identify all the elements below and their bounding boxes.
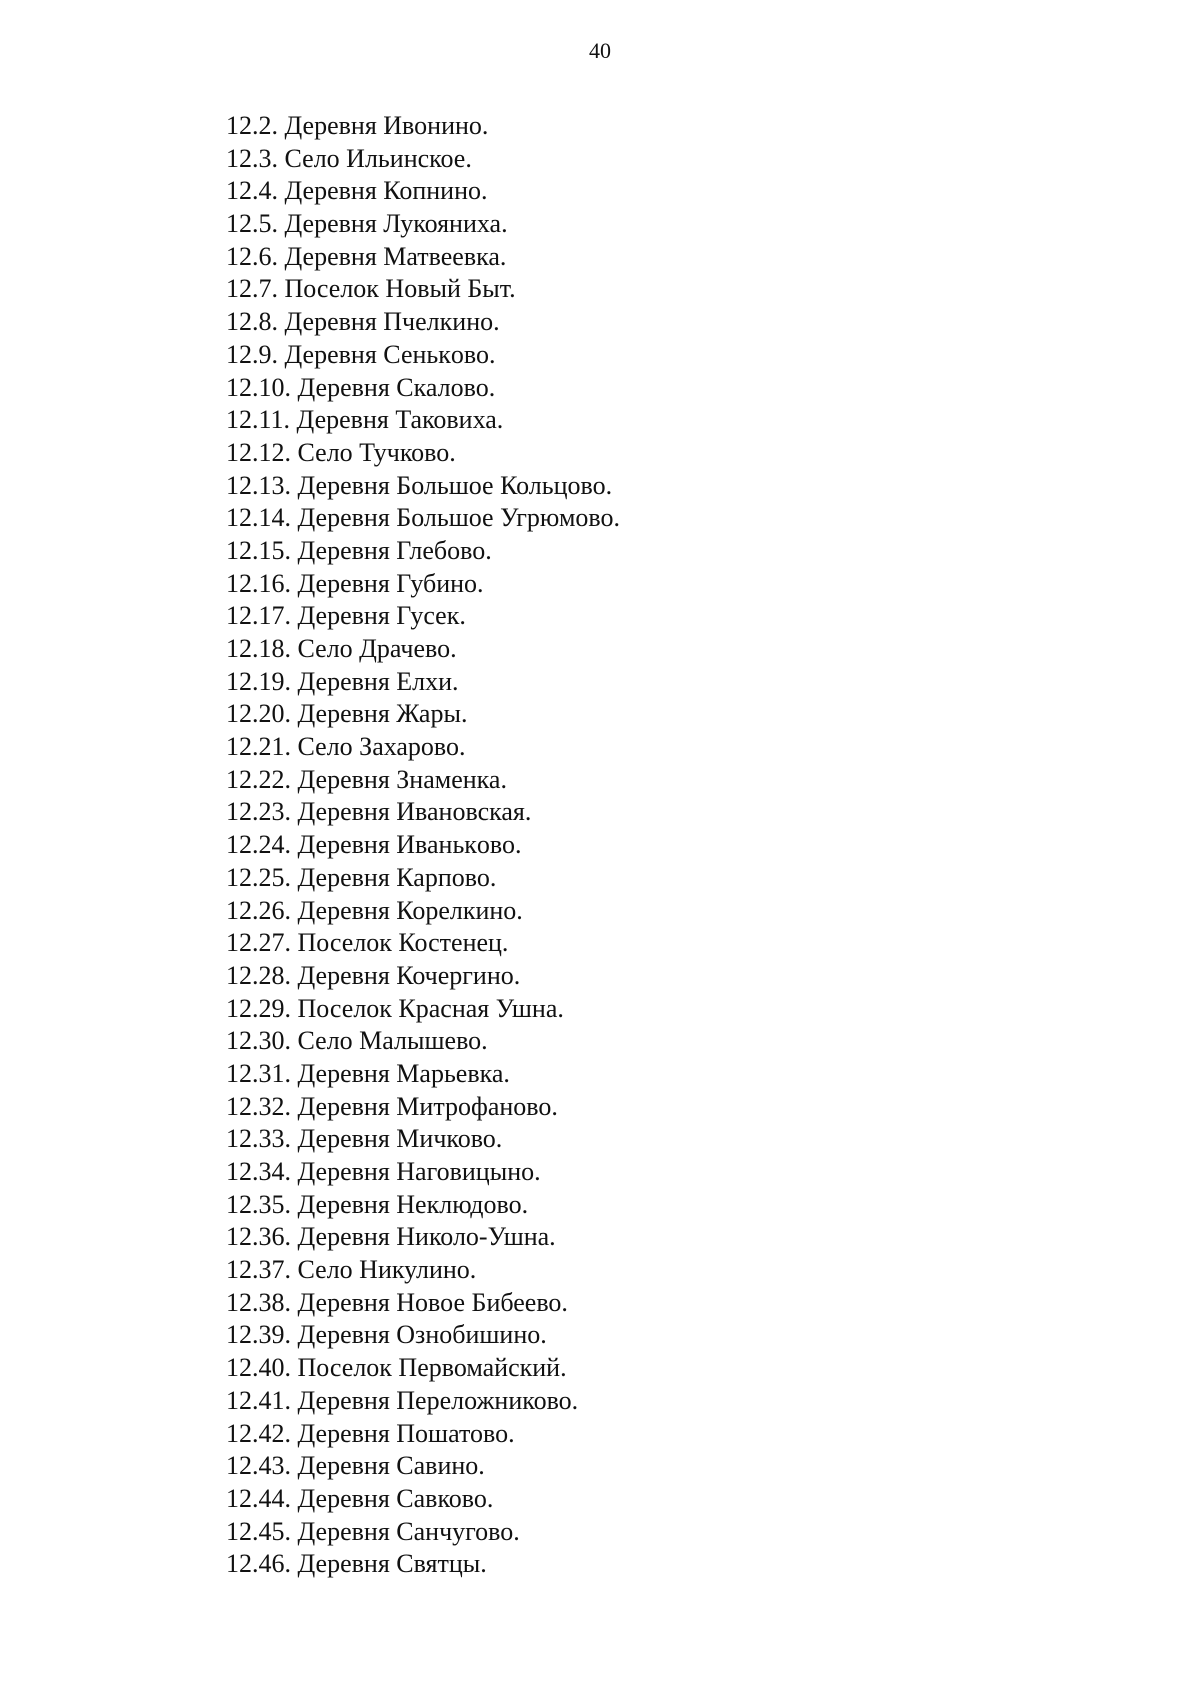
list-item: 12.27. Поселок Костенец. [226, 928, 509, 958]
list-item: 12.24. Деревня Иванькoво. [226, 830, 522, 860]
list-item: 12.26. Деревня Корелкино. [226, 895, 523, 925]
list-item: 12.34. Деревня Наговицыно. [226, 1157, 541, 1186]
list-item: 12.21. Село Захарово. [226, 732, 466, 762]
list-item: 12.33. Деревня Мичково. [226, 1124, 503, 1154]
list-item: 12.45. Деревня Санчугово. [226, 1516, 520, 1546]
list-item: 12.15. Деревня Глебово. [226, 535, 492, 565]
list-item: 12.6. Деревня Матвеевка. [226, 241, 507, 271]
list-item: 12.11. Деревня Таковиха. [226, 405, 504, 435]
list-item: 12.20. Деревня Жары. [226, 699, 468, 729]
list-item: 12.42. Деревня Пошатово. [226, 1418, 515, 1448]
list-item: 12.5. Деревня Лукояниха. [226, 209, 508, 239]
list-item: 12.3. Село Ильинское. [226, 143, 472, 173]
list-item: 12.44. Деревня Савково. [226, 1483, 494, 1513]
list-item: 12.28. Деревня Кочергино. [226, 960, 521, 990]
list-item: 12.17. Деревня Гусек. [226, 601, 466, 631]
list-item: 12.37. Село Никулино. [226, 1255, 477, 1285]
list-item: 12.12. Село Тучково. [226, 437, 456, 467]
list-item: 12.46. Деревня Святцы. [226, 1549, 487, 1579]
list-item: 12.30. Село Малышево. [226, 1026, 488, 1056]
list-item: 12.18. Село Драчево. [226, 634, 457, 663]
list-item: 12.14. Деревня Большое Угрюмово. [226, 503, 620, 533]
list-item: 12.22. Деревня Знаменка. [226, 764, 507, 794]
list-item: 12.19. Деревня Елхи. [226, 666, 459, 696]
list-item: 12.25. Деревня Карпово. [226, 862, 497, 892]
list-item: 12.32. Деревня Митрофаново. [226, 1091, 558, 1121]
list-item: 12.39. Деревня Ознобишино. [226, 1320, 547, 1350]
list-item: 12.9. Деревня Сенькoво. [226, 339, 496, 369]
list-item: 12.36. Деревня Николо-Ушна. [226, 1222, 556, 1252]
list-item: 12.2. Деревня Ивонино. [226, 111, 489, 140]
list-item: 12.23. Деревня Ивановская. [226, 797, 532, 827]
settlement-list [226, 110, 620, 1581]
page-number: 40 [589, 38, 611, 63]
list-item: 12.43. Деревня Савино. [226, 1451, 485, 1481]
list-item: 12.4. Деревня Копнино. [226, 176, 488, 206]
list-item: 12.29. Поселок Красная Ушна. [226, 993, 564, 1023]
list-item: 12.40. Поселок Первомайский. [226, 1353, 567, 1383]
list-item: 12.10. Деревня Скалово. [226, 372, 496, 402]
list-item: 12.35. Деревня Неклюдово. [226, 1189, 529, 1219]
list-item: 12.8. Деревня Пчелкино. [226, 307, 500, 337]
list-item: 12.16. Деревня Губино. [226, 568, 484, 598]
list-item: 12.31. Деревня Марьевка. [226, 1058, 510, 1088]
list-item: 12.13. Деревня Большое Кольцово. [226, 470, 613, 500]
list-item: 12.7. Поселок Новый Быт. [226, 274, 516, 304]
list-item: 12.41. Деревня Переложниково. [226, 1385, 579, 1415]
list-item: 12.38. Деревня Новое Бибеево. [226, 1287, 568, 1317]
